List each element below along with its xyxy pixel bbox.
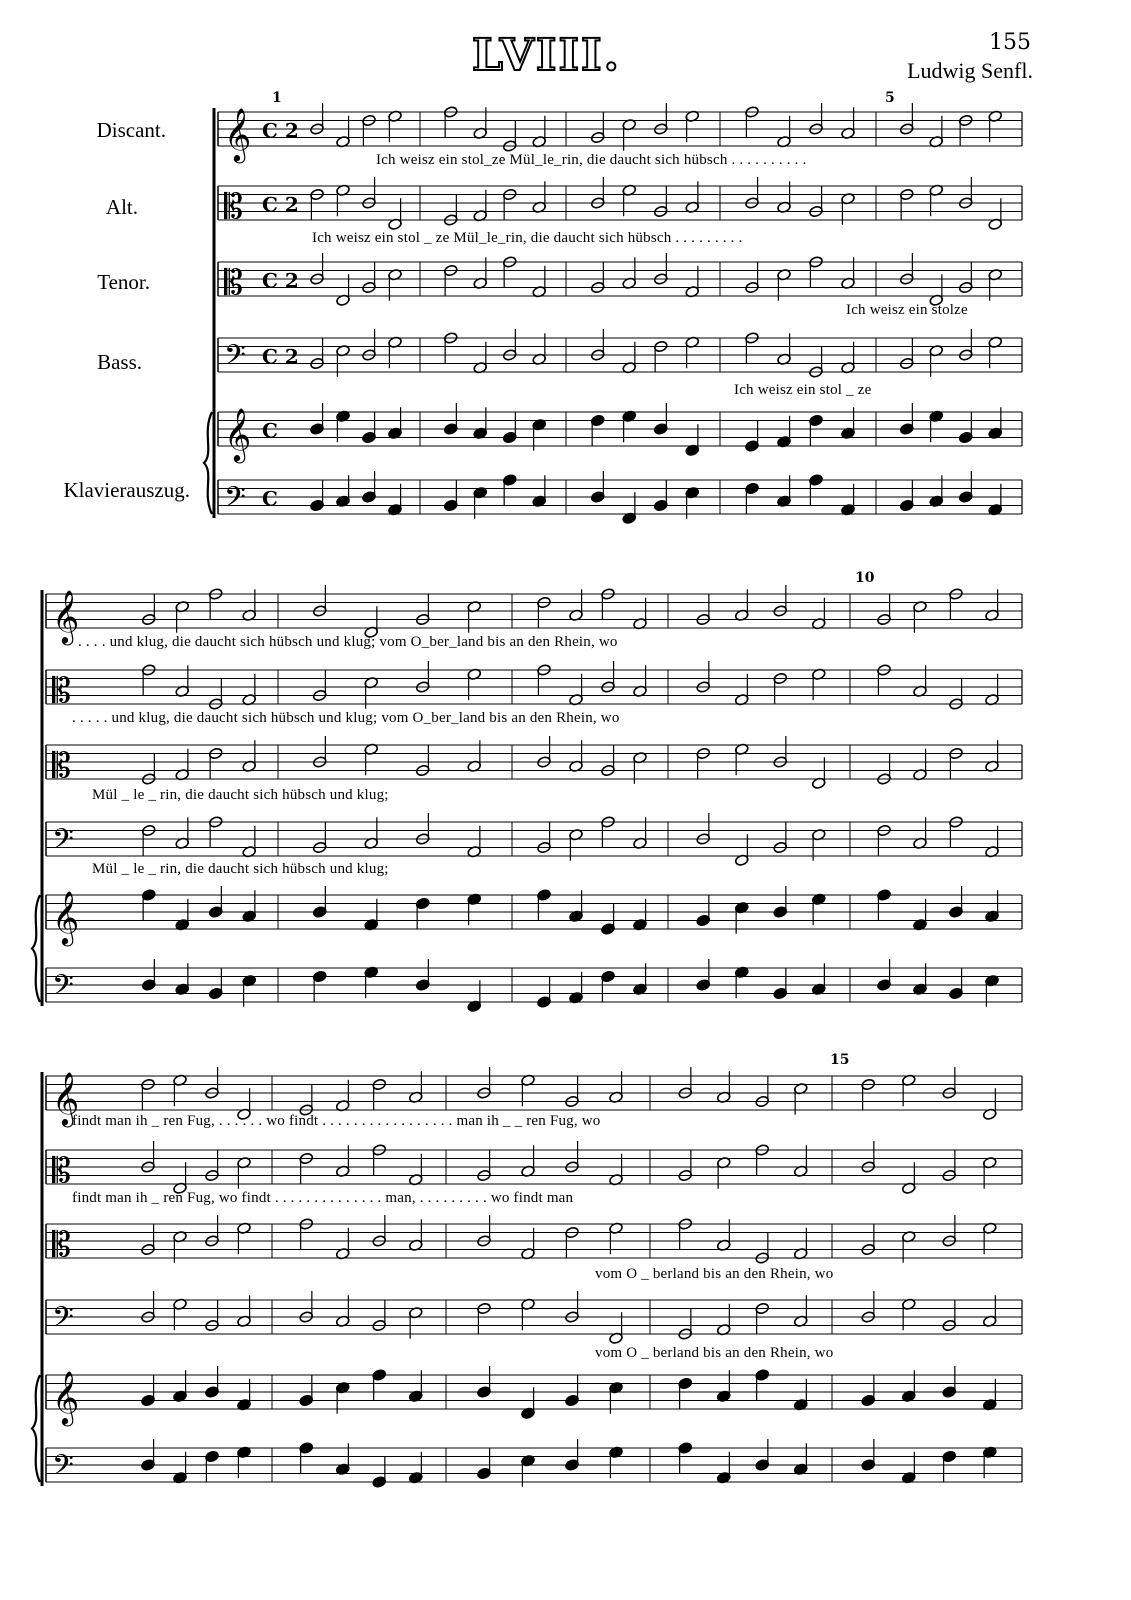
time-signature: C 2 [262,268,299,293]
treble-clef-icon: 𝄞 [52,1071,80,1125]
treble-clef-icon: 𝄞 [52,1370,80,1424]
voice-label-alt: Alt. [105,195,138,219]
treble-clef-icon: 𝄞 [52,890,80,944]
treble-clef-icon: 𝄞 [52,589,80,643]
voice-label-klavierauszug: Klavierauszug. [63,478,190,502]
bass-clef-icon: 𝄢 [52,823,74,863]
voice-label-tenor: Tenor. [97,270,150,294]
piece-number-title: LVIII. [472,30,621,81]
alto-clef-icon: 𝄡 [224,263,243,303]
lyrics-bass-system-2: Mül _ le _ rin, die daucht sich hübsch und klug; [92,861,389,877]
time-signature: C 2 [262,118,299,143]
lyrics-tenor-system-3: vom O _ berland bis an den Rhein, wo [595,1266,834,1282]
lyrics-bass-system-1: Ich weisz ein stol _ ze [734,382,872,398]
bass-clef-icon: 𝄢 [52,1449,74,1489]
time-signature: C 2 [262,192,299,217]
composer-name: Ludwig Senfl. [907,58,1033,83]
time-signature: C [262,486,278,511]
piano-brace [204,412,212,514]
lyrics-discant-system-1: Ich weisz ein stol_ze Mül_le_rin, die daucht sich hübsch . . . . . . . . . . [376,152,807,168]
alto-clef-icon: 𝄡 [52,1151,71,1191]
measure-number-5: 5 [885,90,895,106]
lyrics-tenor-system-2: Mül _ le _ rin, die daucht sich hübsch und klug; [92,787,389,803]
lyrics-alt-system-3: findt man ih _ ren Fug, wo findt . . . . . . . . . . . . . . man, . . . . . . . . . wo findt man [72,1190,574,1206]
measure-number-15: 15 [830,1052,850,1068]
alto-clef-icon: 𝄡 [52,671,71,711]
alto-clef-icon: 𝄡 [224,187,243,227]
lyrics-discant-system-3: findt man ih _ ren Fug, . . . . . . wo findt . . . . . . . . . . . . . . . . . man ih _ _ ren Fug, wo [72,1113,601,1129]
measure-number-1: 1 [272,90,282,106]
treble-clef-icon: 𝄞 [224,407,252,461]
treble-clef-icon: 𝄞 [224,107,252,161]
voice-label-discant: Discant. [96,118,166,142]
lyrics-alt-system-1: Ich weisz ein stol _ ze Mül_le_rin, die daucht sich hübsch . . . . . . . . . [312,230,743,246]
measure-number-10: 10 [855,570,875,586]
bass-clef-icon: 𝄢 [224,481,246,521]
lyrics-alt-system-2: . . . . . und klug, die daucht sich hübsch und klug; vom O_ber_land bis an den Rhein, wo [72,710,620,726]
time-signature: C [262,418,278,443]
piano-brace [32,895,40,1002]
bass-clef-icon: 𝄢 [224,339,246,379]
bass-clef-icon: 𝄢 [52,1301,74,1341]
alto-clef-icon: 𝄡 [52,746,71,786]
piano-brace [32,1375,40,1482]
voice-label-bass: Bass. [97,350,142,374]
lyrics-bass-system-3: vom O _ berland bis an den Rhein, wo [595,1345,834,1361]
bass-clef-icon: 𝄢 [52,969,74,1009]
time-signature: C 2 [262,344,299,369]
lyrics-tenor-system-1: Ich weisz ein stolze [846,302,968,318]
page-number: 155 [989,30,1031,55]
alto-clef-icon: 𝄡 [52,1225,71,1265]
lyrics-discant-system-2: . . . . und klug, die daucht sich hübsch und klug; vom O_ber_land bis an den Rhein, wo [78,634,618,650]
